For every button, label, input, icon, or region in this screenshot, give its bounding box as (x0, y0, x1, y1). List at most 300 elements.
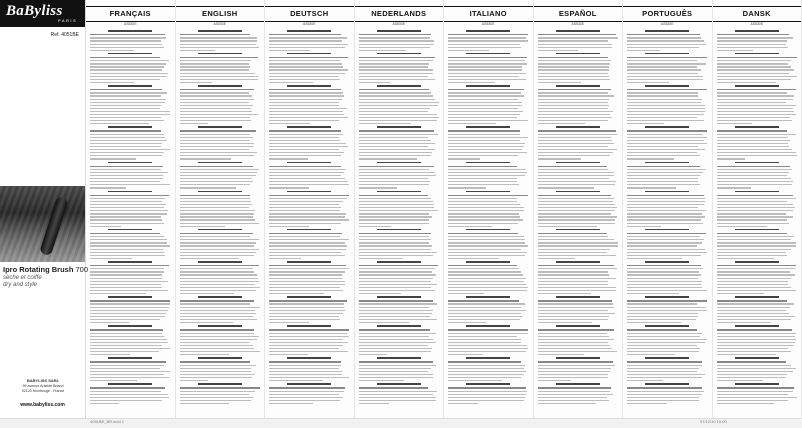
text-line (359, 155, 432, 156)
text-line (538, 92, 608, 93)
text-line (359, 403, 390, 404)
text-line (269, 178, 345, 179)
text-line (717, 313, 789, 314)
section-heading-line (556, 53, 600, 55)
text-line (538, 226, 598, 227)
text-line (269, 403, 313, 404)
text-line (90, 290, 168, 291)
text-line (269, 278, 342, 279)
text-line (538, 79, 610, 80)
text-line (180, 169, 260, 170)
product-title-text: Ipro Rotating Brush (3, 265, 73, 274)
text-line (269, 99, 342, 100)
text-line (538, 293, 592, 294)
text-line (717, 307, 790, 308)
text-line (538, 313, 615, 314)
text-line (538, 201, 614, 202)
text-line (538, 34, 616, 35)
text-line (269, 158, 308, 159)
text-line (90, 313, 166, 314)
text-line (627, 99, 702, 100)
text-line (90, 249, 163, 250)
text-line (269, 226, 309, 227)
text-line (448, 123, 496, 124)
section-heading-line (645, 162, 689, 164)
text-line (359, 92, 432, 93)
section-heading-line (287, 296, 331, 298)
text-line (90, 371, 170, 372)
text-line (538, 316, 609, 317)
text-line (359, 351, 431, 352)
text-line (90, 377, 169, 378)
text-line (90, 281, 168, 282)
text-line (359, 216, 432, 217)
text-line (359, 66, 428, 67)
section-heading-line (645, 53, 689, 55)
text-line (359, 213, 429, 214)
text-line (90, 223, 164, 224)
text-line (448, 307, 521, 308)
text-line (359, 249, 432, 250)
text-line (269, 368, 339, 369)
text-line (90, 44, 162, 45)
text-line (269, 219, 349, 220)
text-line (180, 44, 257, 45)
text-line (627, 233, 706, 234)
product-photo (0, 186, 85, 262)
text-line (448, 114, 520, 115)
section-heading-line (287, 229, 331, 231)
text-line (269, 394, 339, 395)
section-heading-line (287, 162, 331, 164)
section-heading-line (466, 126, 510, 128)
text-line (90, 175, 163, 176)
text-line (627, 76, 703, 77)
text-line (538, 249, 610, 250)
text-line (448, 300, 519, 301)
text-line (448, 108, 518, 109)
text-line (180, 233, 254, 234)
text-line (538, 166, 608, 167)
section-heading-line (645, 296, 689, 298)
text-line (448, 201, 517, 202)
text-line (627, 290, 707, 291)
text-line (538, 380, 572, 381)
text-line (180, 40, 257, 41)
text-line (627, 316, 698, 317)
text-line (627, 313, 698, 314)
text-line (448, 102, 522, 103)
text-line (180, 158, 232, 159)
text-line (359, 57, 436, 58)
text-line (448, 146, 524, 147)
section-heading-line (735, 30, 779, 32)
text-line (448, 50, 489, 51)
text-line (448, 400, 524, 401)
text-line (359, 140, 432, 141)
text-line (717, 387, 795, 388)
text-line (90, 63, 166, 64)
text-line (627, 252, 707, 253)
text-line (717, 377, 786, 378)
text-line (627, 37, 701, 38)
text-line (180, 284, 255, 285)
text-line (269, 333, 347, 334)
text-line (90, 207, 164, 208)
text-line (448, 73, 526, 74)
text-line (90, 120, 164, 121)
language-column (176, 0, 266, 418)
text-line (269, 123, 310, 124)
text-line (627, 245, 697, 246)
text-line (538, 245, 618, 246)
text-line (538, 403, 597, 404)
text-line (90, 226, 121, 227)
text-line (180, 226, 225, 227)
brand-logo: BaByliss (6, 4, 63, 19)
text-line (448, 313, 521, 314)
text-line (269, 73, 345, 74)
text-line (180, 166, 253, 167)
text-line (180, 37, 257, 38)
text-line (180, 236, 251, 237)
text-line (448, 172, 527, 173)
section-heading-line (108, 30, 152, 32)
text-line (717, 319, 792, 320)
text-line (538, 155, 610, 156)
text-line (269, 236, 340, 237)
text-line (627, 400, 699, 401)
text-line (180, 249, 259, 250)
text-line (448, 105, 522, 106)
text-line (90, 181, 160, 182)
text-line (269, 339, 343, 340)
text-line (359, 69, 434, 70)
text-line (359, 102, 439, 103)
text-line (448, 342, 521, 343)
text-line (627, 44, 706, 45)
text-line (90, 73, 168, 74)
text-line (538, 365, 616, 366)
text-line (90, 300, 170, 301)
text-line (717, 226, 767, 227)
text-line (90, 76, 167, 77)
text-line (180, 403, 229, 404)
text-line (90, 137, 165, 138)
text-line (90, 216, 161, 217)
text-line (359, 114, 438, 115)
text-line (717, 143, 788, 144)
text-line (269, 377, 349, 378)
text-line (448, 265, 517, 266)
text-line (180, 223, 259, 224)
text-line (269, 316, 339, 317)
text-line (359, 120, 438, 121)
text-line (180, 73, 255, 74)
section-heading-line (377, 261, 421, 263)
text-line (448, 242, 525, 243)
text-line (180, 82, 213, 83)
text-line (448, 181, 517, 182)
text-line (90, 108, 160, 109)
text-line (180, 255, 254, 256)
text-line (627, 92, 698, 93)
language-header: ESPAÑOL (534, 6, 623, 22)
text-line (359, 172, 436, 173)
text-line (269, 345, 343, 346)
text-line (448, 274, 523, 275)
text-line (359, 178, 428, 179)
text-line (717, 303, 795, 304)
text-line (269, 152, 344, 153)
text-line (90, 140, 167, 141)
text-line (359, 82, 390, 83)
section-heading-line (556, 126, 600, 128)
text-line (90, 258, 132, 259)
text-line (717, 175, 788, 176)
text-line (627, 329, 697, 330)
text-line (538, 40, 609, 41)
text-line (448, 47, 521, 48)
text-line (359, 271, 432, 272)
text-line (359, 348, 433, 349)
section-heading-line (198, 30, 242, 32)
text-line (538, 252, 608, 253)
text-line (180, 371, 251, 372)
text-line (627, 374, 705, 375)
text-line (180, 387, 260, 388)
text-line (538, 223, 615, 224)
section-heading-line (645, 261, 689, 263)
text-line (448, 268, 519, 269)
text-line (717, 403, 774, 404)
text-line (269, 290, 343, 291)
instruction-text-block (359, 28, 440, 406)
text-line (448, 95, 524, 96)
text-line (269, 287, 340, 288)
text-line (359, 207, 434, 208)
text-line (359, 397, 436, 398)
section-heading-line (556, 162, 600, 164)
text-line (180, 310, 255, 311)
text-line (538, 391, 610, 392)
section-heading-line (377, 162, 421, 164)
section-heading-line (377, 383, 421, 385)
text-line (180, 198, 250, 199)
text-line (717, 252, 787, 253)
text-line (717, 271, 791, 272)
text-line (269, 69, 348, 70)
text-line (180, 79, 259, 80)
text-line (180, 391, 255, 392)
text-line (90, 155, 162, 156)
text-line (448, 255, 525, 256)
text-line (269, 371, 342, 372)
product-title (3, 266, 85, 274)
text-line (538, 216, 617, 217)
text-line (717, 40, 788, 41)
text-line (359, 219, 429, 220)
text-line (627, 345, 697, 346)
text-line (359, 226, 392, 227)
section-heading-line (466, 383, 510, 385)
text-line (448, 284, 526, 285)
text-line (448, 239, 525, 240)
text-line (538, 204, 616, 205)
text-line (180, 361, 251, 362)
text-line (717, 210, 793, 211)
text-line (627, 69, 701, 70)
text-line (359, 319, 437, 320)
text-line (269, 274, 342, 275)
section-heading-line (556, 191, 600, 193)
text-line (538, 178, 609, 179)
text-line (180, 329, 255, 330)
text-line (538, 397, 607, 398)
text-line (269, 79, 340, 80)
text-line (448, 117, 517, 118)
text-line (90, 166, 163, 167)
text-line (269, 37, 347, 38)
text-line (717, 34, 789, 35)
text-line (538, 307, 615, 308)
text-line (538, 140, 613, 141)
text-line (627, 105, 705, 106)
text-line (269, 307, 344, 308)
text-line (717, 114, 797, 115)
text-line (627, 310, 707, 311)
text-line (90, 400, 162, 401)
text-line (90, 342, 168, 343)
text-line (627, 351, 699, 352)
section-heading-line (645, 191, 689, 193)
text-line (359, 169, 430, 170)
text-line (269, 223, 341, 224)
text-line (538, 63, 610, 64)
text-line (90, 380, 137, 381)
text-line (359, 117, 439, 118)
text-line (717, 391, 793, 392)
section-heading-line (198, 383, 242, 385)
text-line (717, 47, 789, 48)
text-line (180, 134, 250, 135)
section-heading-line (108, 296, 152, 298)
text-line (717, 198, 797, 199)
text-line (717, 108, 794, 109)
text-line (538, 69, 609, 70)
text-line (90, 102, 165, 103)
text-line (717, 120, 792, 121)
text-line (359, 175, 436, 176)
text-line (269, 137, 339, 138)
text-line (180, 66, 250, 67)
text-line (90, 187, 126, 188)
text-line (717, 117, 790, 118)
text-line (180, 394, 250, 395)
text-line (448, 210, 524, 211)
section-heading-line (645, 325, 689, 327)
language-column (444, 0, 534, 418)
text-line (627, 134, 703, 135)
text-line (180, 137, 254, 138)
text-line (627, 303, 697, 304)
text-line (627, 223, 703, 224)
reference-number: Ref. 4051BE (51, 32, 79, 38)
text-line (90, 204, 166, 205)
text-line (90, 99, 166, 100)
text-line (180, 354, 229, 355)
text-line (359, 310, 434, 311)
text-line (90, 345, 162, 346)
section-heading-line (377, 126, 421, 128)
text-line (359, 307, 429, 308)
text-line (180, 290, 256, 291)
text-line (448, 319, 520, 320)
text-line (627, 213, 702, 214)
product-subtitle-en: dry and style (3, 282, 37, 288)
text-line (180, 130, 256, 131)
text-line (359, 255, 433, 256)
section-heading-line (735, 261, 779, 263)
text-line (180, 99, 255, 100)
section-heading-line (108, 126, 152, 128)
text-line (180, 271, 255, 272)
text-line (359, 239, 432, 240)
text-line (627, 34, 700, 35)
text-line (90, 50, 134, 51)
text-line (359, 316, 431, 317)
text-line (269, 184, 349, 185)
text-line (269, 149, 339, 150)
text-line (627, 207, 698, 208)
text-line (180, 117, 251, 118)
text-line (90, 40, 161, 41)
text-line (538, 284, 609, 285)
company-street: 99 avenue Aristide Briand (23, 384, 64, 388)
text-line (359, 322, 409, 323)
text-line (448, 322, 486, 323)
text-line (180, 219, 255, 220)
text-line (717, 348, 789, 349)
text-line (269, 293, 324, 294)
text-line (538, 66, 610, 67)
text-line (448, 252, 527, 253)
text-line (538, 274, 610, 275)
text-line (269, 169, 346, 170)
section-heading-line (735, 162, 779, 164)
section-heading-line (735, 53, 779, 55)
text-line (90, 213, 167, 214)
section-heading-line (466, 191, 510, 193)
text-line (717, 258, 775, 259)
text-line (448, 336, 517, 337)
text-line (90, 149, 170, 150)
text-line (448, 82, 495, 83)
section-heading-line (377, 85, 421, 87)
text-line (180, 348, 254, 349)
text-line (538, 387, 612, 388)
text-line (359, 268, 436, 269)
text-line (717, 123, 752, 124)
section-heading-line (287, 261, 331, 263)
website-link[interactable]: www.babyliss.com (0, 402, 85, 408)
text-line (448, 329, 528, 330)
section-heading-line (198, 53, 242, 55)
text-line (269, 361, 341, 362)
text-line (538, 89, 611, 90)
section-heading-line (645, 357, 689, 359)
text-line (90, 365, 164, 366)
